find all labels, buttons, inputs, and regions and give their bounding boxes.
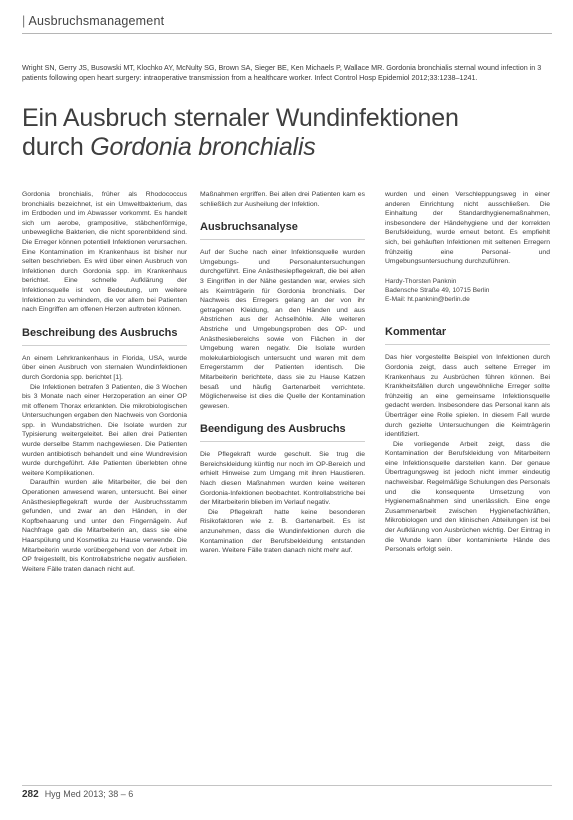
intro-paragraph: Gordonia bronchialis, früher als Rhodococcus bronchialis bezeichnet, ist ein Umweltbakterium, das im Erdboden und im Abwasser vorkommt. Es handelt sich um aerobe, grampositive, stäbchenförmige, unbewegliche Bakterien, die nicht sporenbildend sind. Die Erreger können potentiell Infektionen verursachen. Eine Kontamination im Krankenhaus ist bisher nur selten beschrieben. Es wird über einen Ausbruch von Infektionen durch Gordonia spp. im Krankenhaus berichtet. Eine schnelle Aufklärung der Infektionsquelle ist von Bedeutung, um weitere Infektionen zu verhindern, die vor allem bei Patienten nach Eingriffen am offenen Herzen auftreten können.: [22, 191, 187, 314]
paragraph: Die Pflegekraft wurde geschult. Sie trug die Bereichskleidung künftig nur noch im OP-Bereich und erhielt Hinweise zum Umgang mit ihren Haustieren. Nach diesen Maßnahmen wurden keine weiteren Gordonia-Infektionen beobachtet. Kontrollabstriche bei der Mitarbeiterin blieben im Verlauf negativ.: [200, 451, 365, 507]
article-title: [22, 104, 552, 162]
heading-kommentar: Kommentar: [385, 326, 550, 345]
page-footer: [22, 789, 552, 800]
author-signature: [385, 277, 550, 305]
paragraph: wurden und einen Verschleppungsweg in einer anderen Einrichtung nicht ausschließen. Die Einhaltung der Standardhygienemaßnahmen, insbesondere der Händehygiene und der korrekten Berufskleidung, wurde erneut betont. Es empfiehlt sich, bei gehäuften Infektionen mit seltenen Erregern frühzeitig eine Personal- und Umgebungsuntersuchung durchzuführen.: [385, 191, 550, 266]
paragraph: Auf der Suche nach einer Infektionsquelle wurden Umgebungs- und Personaluntersuchungen durchgeführt. Eine Anästhesiepflegekraft, die bei allen 3 Eingriffen in der Nähe gestanden war, erwies sich als Keimträgerin für Gordonia bronchialis. Der Nachweis des Erregers gelang an der von ihr getragenen Kleidung, an den Händen und aus Abstrichen aus der Achselhöhle. Alle weiteren Abstriche und Umgebungsproben des OP- und Anästhesiebereichs sowie von Flächen in der Umgebung waren negativ. Die Isolate wurden molekularbiologisch untersucht und waren mit dem Erregerstamm der Patienten identisch. Die Mitarbeiterin berichtete, dass sie zu Hause Katzen besaß und häufig Gartenarbeit verrichtete. Möglicherweise ist dies die Quelle der Kontamination gewesen.: [200, 249, 365, 410]
section-header: [22, 14, 552, 28]
column-2: [200, 190, 365, 556]
paragraph: Die Infektionen betrafen 3 Patienten, die 3 Wochen bis 3 Monate nach einer Herzoperation an einer OP mit offenem Thorax erkrankten. Die mikrobiologischen Untersuchungen ergaben den Nachweis von Gordonia spp. in Wundabstrichen. Die Isolate wurden zur Typisierung weitergeleitet. Bei allen drei Patienten wurde derselbe Stamm nachgewiesen. Die Patienten wurden antibiotisch behandelt und eine Wundrevision wurde durchgeführt. Alle Patienten überlebten ohne weitere Komplikationen.: [22, 383, 187, 477]
paragraph: Die vorliegende Arbeit zeigt, dass die Kontamination der Berufskleidung von Mitarbeitern eine Infektionsquelle darstellen kann. Der genaue Übertragungsweg ist jedoch nicht immer eindeutig nachweisbar. Regelmäßige Schulungen des Personals und die konsequente Umsetzung von Hygienemaßnahmen sind unerlässlich. Eine enge Zusammenarbeit zwischen Hygienefachkräften, Mikrobiologen und den klinischen Abteilungen ist bei der Aufklärung von Ausbrüchen wichtig. Der Eintrag in die Wunde kann über kontaminierte Hände des Personals erfolgt sein.: [385, 440, 550, 554]
header-divider: |: [22, 14, 26, 28]
heading-beschreibung: Beschreibung des Ausbruchs: [22, 327, 187, 346]
citation: Wright SN, Gerry JS, Busowski MT, Klochko AY, McNulty SG, Brown SA, Sieger BE, Ken Michaels P, Wallace MR. Gordonia bronchialis sternal wound infection in 3 patients following open heart surgery: intraoperative transmission from a healthcare worker. Infect Control Hosp Epidemiol 2012;33:1238–1241.: [22, 63, 542, 82]
section-label: Ausbruchsmanagement: [28, 14, 165, 28]
author-name: Hardy-Thorsten Panknin: [385, 277, 457, 285]
heading-beendigung: Beendigung des Ausbruchs: [200, 423, 365, 442]
column-3: [385, 190, 550, 555]
footer-rule: [22, 785, 552, 786]
paragraph: Maßnahmen ergriffen. Bei allen drei Patienten kam es schließlich zur Ausheilung der Infektion.: [200, 191, 365, 208]
column-1: [22, 190, 187, 574]
journal-reference: Hyg Med 2013; 38 – 6: [44, 789, 134, 799]
title-line-2-prefix: durch: [22, 133, 91, 161]
paragraph: Die Pflegekraft hatte keine besonderen Risikofaktoren wie z. B. Gartenarbeit. Es ist anzunehmen, dass die Wundinfektionen durch die Kontamination der Berufsbekleidung entstanden waren. Weitere Fälle traten danach nicht mehr auf.: [200, 508, 365, 555]
author-address: Badensche Straße 49, 10715 Berlin: [385, 286, 490, 294]
author-email: E-Mail: ht.panknin@berlin.de: [385, 296, 470, 304]
paragraph: An einem Lehrkrankenhaus in Florida, USA, wurde über einen Ausbruch von sternalen Wundinfektionen durch Gordonia spp. berichtet [1].: [22, 354, 187, 381]
paragraph: Daraufhin wurden alle Mitarbeiter, die bei den Operationen anwesend waren, untersucht. Bei einer Anästhesiepflegekraft wurde der Ausbruchsstamm gefunden, und zwar an den Händen, in der Kopfbehaarung und unter den Fingernägeln. Auf Nachfrage gab die Mitarbeiterin an, dass sie eine Haarspülung und Kosmetika zu Hause verwende. Die Mitarbeiterin wurde vorübergehend von der Arbeit im OP freigestellt, bis Kontrollabstriche negativ ausfielen. Weitere Fälle traten danach nicht auf.: [22, 479, 187, 573]
heading-ausbruchsanalyse: Ausbruchsanalyse: [200, 221, 365, 240]
page-number: 282: [22, 789, 39, 800]
title-line-1: Ein Ausbruch sternaler Wundinfektionen: [22, 104, 459, 132]
header-rule: [22, 33, 552, 34]
title-organism: Gordonia bronchialis: [90, 133, 316, 161]
paragraph: Das hier vorgestellte Beispiel von Infektionen durch Gordonia zeigt, dass auch seltene Erreger im Krankenhaus zu Ausbrüchen führen können. Bei Krankheitsfällen durch ungewöhnliche Erreger sollte frühzeitig an eine gemeinsame Infektionsquelle gedacht werden. Insbesondere das Personal kann als Überträger eine Rolle spielen. In diesem Fall wurde durch gezielte Untersuchungen die Keimträgerin identifiziert.: [385, 354, 550, 439]
